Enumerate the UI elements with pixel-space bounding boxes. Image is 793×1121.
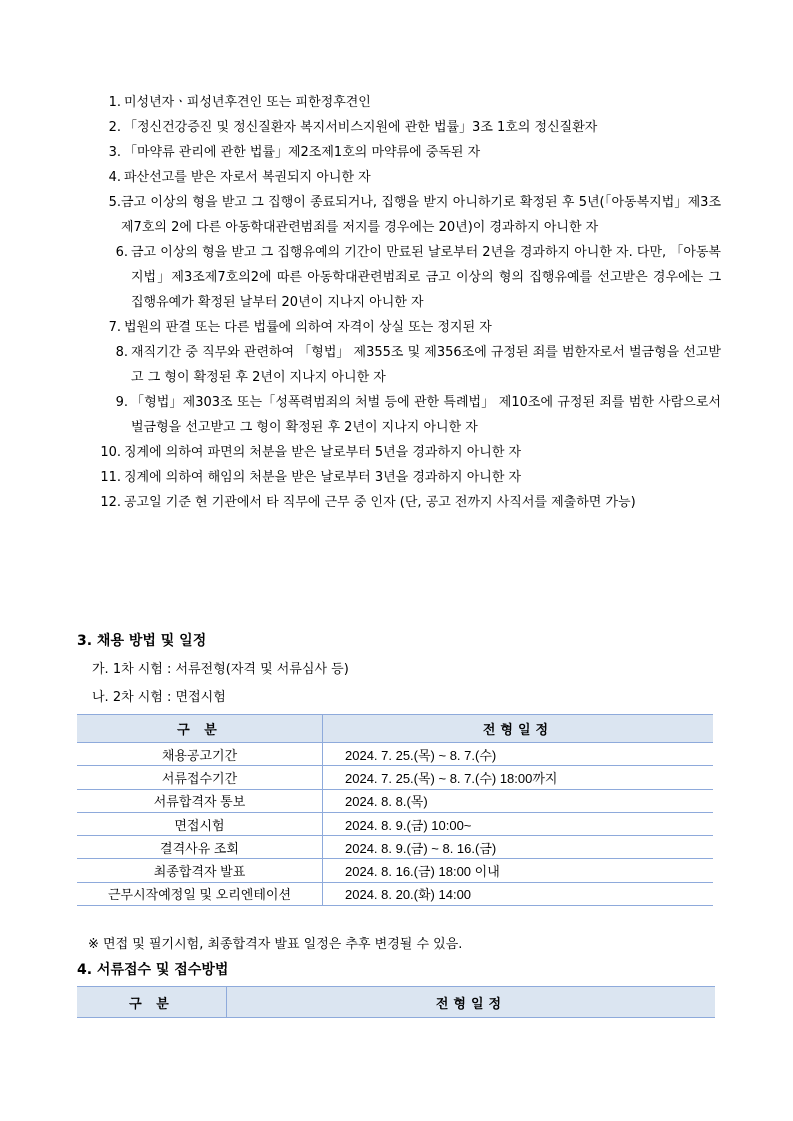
row-value: 2024. 7. 25.(목) ~ 8. 7.(수) (323, 743, 714, 766)
list-item: 3. 「마약류 관리에 관한 법률」제2조제1호의 마약류에 중독된 자 (108, 145, 481, 160)
row-label: 면접시험 (77, 812, 323, 835)
list-item: 11. 징계에 의하여 해임의 처분을 받은 날로부터 3년을 경과하지 아니한 자 (100, 470, 522, 485)
disqualification-list (0, 90, 793, 515)
section-4-title: 4. 서류접수 및 접수방법 (77, 962, 229, 978)
table-row (77, 743, 713, 766)
table-row (77, 766, 713, 789)
list-item: 10. 징계에 의하여 파면의 처분을 받은 날로부터 5년을 경과하지 아니한 자 (100, 445, 522, 460)
header-category: 구 분 (77, 715, 323, 743)
table-row (77, 812, 713, 835)
step-1-text: 가. 1차 시험 : 서류전형(자격 및 서류심사 등) (92, 662, 349, 677)
row-label: 결격사유 조회 (77, 836, 323, 859)
list-item: 2. 「정신건강증진 및 정신질환자 복지서비스지원에 관한 법률」3조 1호의 정신질환자 (108, 120, 598, 135)
list-item: 12. 공고일 기준 현 기관에서 타 직무에 근무 중 인자 (단, 공고 전까지 사직서를 제출하면 가능) (100, 495, 636, 510)
header-category: 구 분 (77, 987, 227, 1018)
row-value: 2024. 8. 9.(금) 10:00~ (323, 812, 714, 835)
header-schedule: 전형일정 (227, 987, 716, 1018)
table-row (77, 859, 713, 882)
table-row (77, 836, 713, 859)
list-item: 1. 미성년자ㆍ피성년후견인 또는 피한정후견인 (108, 95, 371, 110)
row-label: 채용공고기간 (77, 743, 323, 766)
table-header-row (77, 987, 715, 1018)
list-item: 8. 재직기간 중 직무와 관련하여 「형법」 제355조 및 제356조에 규정된 죄를 범한자로서 벌금형을 선고받고 그 형이 확정된 후 2년이 지나지 아니한 자 (115, 345, 721, 385)
submission-table (77, 986, 715, 1018)
list-item: 5. 금고 이상의 형을 받고 그 집행이 종료되거나, 집행을 받지 아니하기로 확정된 후 5년(「아동복지법」제3조 제7호의 2에 다른 아동학대관련범죄를 저지를 경우에는 20년)이 경과하지 아니한 자 (108, 195, 721, 235)
row-value: 2024. 7. 25.(목) ~ 8. 7.(수) 18:00까지 (323, 766, 714, 789)
row-value: 2024. 8. 16.(금) 18:00 이내 (323, 859, 714, 882)
row-value: 2024. 8. 9.(금) ~ 8. 16.(금) (323, 836, 714, 859)
list-item: 9. 「형법」제303조 또는「성폭력범죄의 처벌 등에 관한 특례법」 제10조에 규정된 죄를 범한 사람으로서 벌금형을 선고받고 그 형이 확정된 후 2년이 지나지 아니한 자 (115, 395, 721, 435)
table-header-row (77, 715, 713, 743)
section-3-title: 3. 채용 방법 및 일정 (77, 633, 207, 649)
row-label: 근무시작예정일 및 오리엔테이션 (77, 882, 323, 905)
table-row (77, 882, 713, 905)
row-label: 서류합격자 통보 (77, 789, 323, 812)
list-item: 4. 파산선고를 받은 자로서 복권되지 아니한 자 (108, 170, 371, 185)
schedule-note: ※ 면접 및 필기시험, 최종합격자 발표 일정은 추후 변경될 수 있음. (88, 937, 463, 952)
row-value: 2024. 8. 20.(화) 14:00 (323, 882, 714, 905)
schedule-table (77, 714, 713, 906)
step-2-text: 나. 2차 시험 : 면접시험 (92, 690, 226, 705)
header-schedule: 전형일정 (323, 715, 714, 743)
table-row (77, 789, 713, 812)
list-item: 6. 금고 이상의 형을 받고 그 집행유예의 기간이 만료된 날로부터 2년을 경과하지 아니한 자. 다만, 「아동복지법」제3조제7호의2에 따른 아동학대관련범죄로 금고 이상의 형의 집행유예를 선고받은 경우에는 그 집행유예가 확정된 날부터 20년이 지나지 아니한 자 (115, 245, 721, 310)
list-item: 7. 법원의 판결 또는 다른 법률에 의하여 자격이 상실 또는 정지된 자 (108, 320, 492, 335)
row-label: 서류접수기간 (77, 766, 323, 789)
row-label: 최종합격자 발표 (77, 859, 323, 882)
row-value: 2024. 8. 8.(목) (323, 789, 714, 812)
